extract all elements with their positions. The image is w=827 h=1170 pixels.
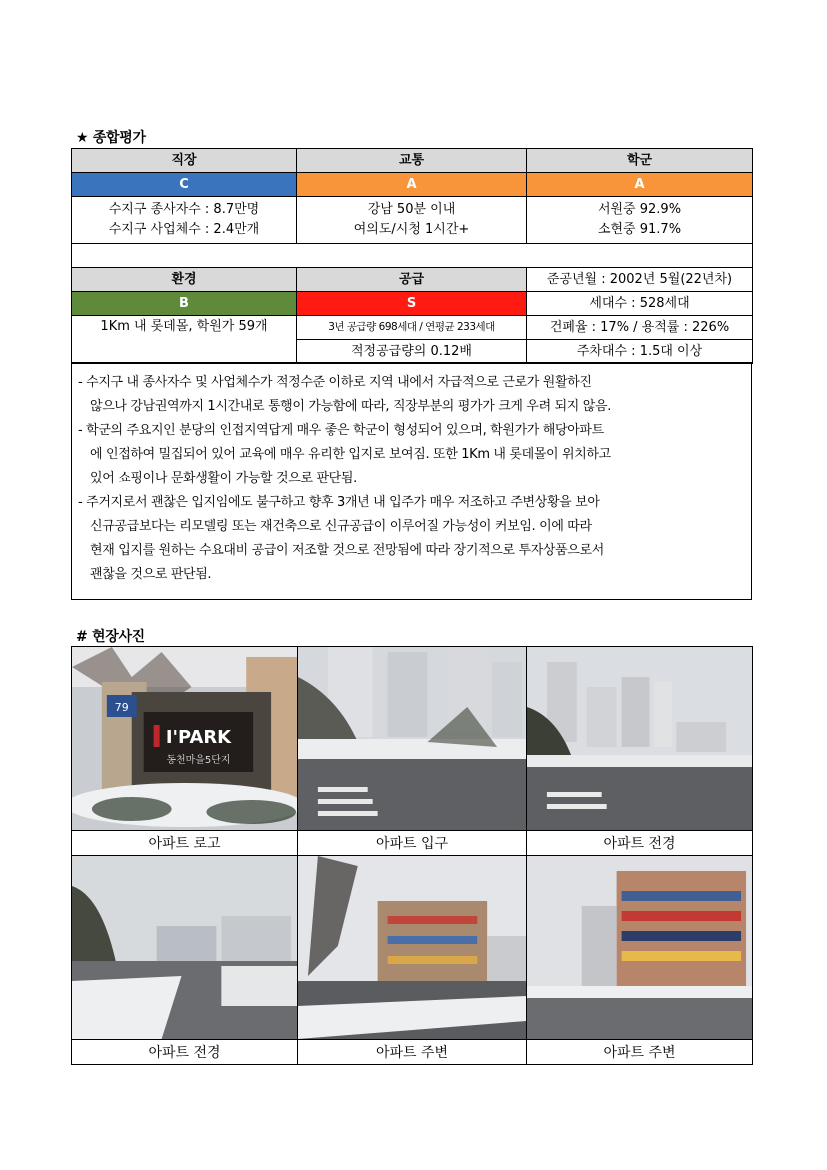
building-line-1: 준공년월 : 2002년 5월(22년차) [527,268,753,292]
comment-line: 괜찮을 것으로 판단됨. [90,567,212,582]
photo-apartment-logo [72,647,298,831]
supply-line-1: 3년 공급량 698세대 / 연평균 233세대 [297,316,527,340]
photos-title: # 현장사진 [76,629,145,645]
school-header: 학군 [527,149,753,173]
comment-line: - 주거지로서 괜찮은 입지임에도 불구하고 향후 3개년 내 입주가 매우 저조하고 주변상황을 보아 [78,495,600,510]
comment-line: 신규공급보다는 리모델링 또는 재건축으로 신규공급이 이루어질 가능성이 커보임. 이에 따라 [90,519,592,534]
photo-apartment-surroundings-1 [298,856,527,1040]
photo-apartment-entrance [298,647,527,831]
caption-apartment-logo: 아파트 로고 [72,831,298,856]
traffic-grade: A [297,173,527,197]
caption-apartment-surroundings-2: 아파트 주변 [527,1040,753,1065]
comment-line: 현재 입지를 원하는 수요대비 공급이 저조할 것으로 전망됨에 따라 장기적으로 투자상품으로서 [90,543,604,558]
caption-apartment-view-1: 아파트 전경 [527,831,753,856]
traffic-header: 교통 [297,149,527,173]
comment-line: 않으나 강남권역까지 1시간내로 통행이 가능함에 따라, 직장부분의 평가가 크게 우려 되지 않음. [90,399,611,414]
comments-box [71,362,752,600]
comment-line: 있어 쇼핑이나 문화생활이 가능할 것으로 판단됨. [90,471,357,486]
environment-header: 환경 [72,268,297,292]
caption-apartment-view-2: 아파트 전경 [72,1040,298,1065]
environment-grade: B [72,292,297,316]
supply-line-2: 적정공급량의 0.12배 [297,340,527,364]
evaluation-table [71,148,753,364]
sign-brand: I'PARK [165,726,232,749]
supply-header: 공급 [297,268,527,292]
photo-grid [71,646,753,1065]
photo-apartment-view-1 [527,647,753,831]
school-detail [527,197,753,244]
spacer-row [72,244,753,268]
school-grade: A [527,173,753,197]
comment-line: 에 인접하여 밀집되어 있어 교육에 매우 유리한 입지로 보여짐. 또한 1Km 내 롯데몰이 위치하고 [90,447,611,462]
job-line-2: 수지구 사업체수 : 2.4만개 [108,222,260,237]
comment-line: - 학군의 주요지인 분당의 인접지역답게 매우 좋은 학군이 형성되어 있으며, 학원가가 해당아파트 [78,423,604,438]
job-grade: C [72,173,297,197]
caption-apartment-surroundings-1: 아파트 주변 [298,1040,527,1065]
comment-line: - 수지구 내 종사자수 및 사업체수가 적정수준 이하로 지역 내에서 자급적으로 근로가 원활하진 [78,375,592,390]
school-line-1: 서원중 92.9% [597,202,682,218]
photo-apartment-surroundings-2 [527,856,753,1040]
building-line-2: 세대수 : 528세대 [527,292,753,316]
job-detail [72,197,297,244]
building-line-3: 건폐율 : 17% / 용적률 : 226% [527,316,753,340]
evaluation-title: ★ 종합평가 [76,130,146,146]
sign-complex: 동천마을5단지 [166,754,231,767]
supply-grade: S [297,292,527,316]
traffic-line-1: 강남 50분 이내 [367,202,456,218]
sign-number: 79 [114,700,129,715]
traffic-detail [297,197,527,244]
job-header: 직장 [72,149,297,173]
traffic-line-2: 여의도/시청 1시간+ [353,222,470,237]
school-line-2: 소현중 91.7% [597,222,682,237]
building-line-4: 주차대수 : 1.5대 이상 [527,340,753,364]
job-line-1: 수지구 종사자수 : 8.7만명 [108,202,260,218]
environment-detail: 1Km 내 롯데몰, 학원가 59개 [72,316,297,364]
photo-apartment-view-2 [72,856,298,1040]
caption-apartment-entrance: 아파트 입구 [298,831,527,856]
